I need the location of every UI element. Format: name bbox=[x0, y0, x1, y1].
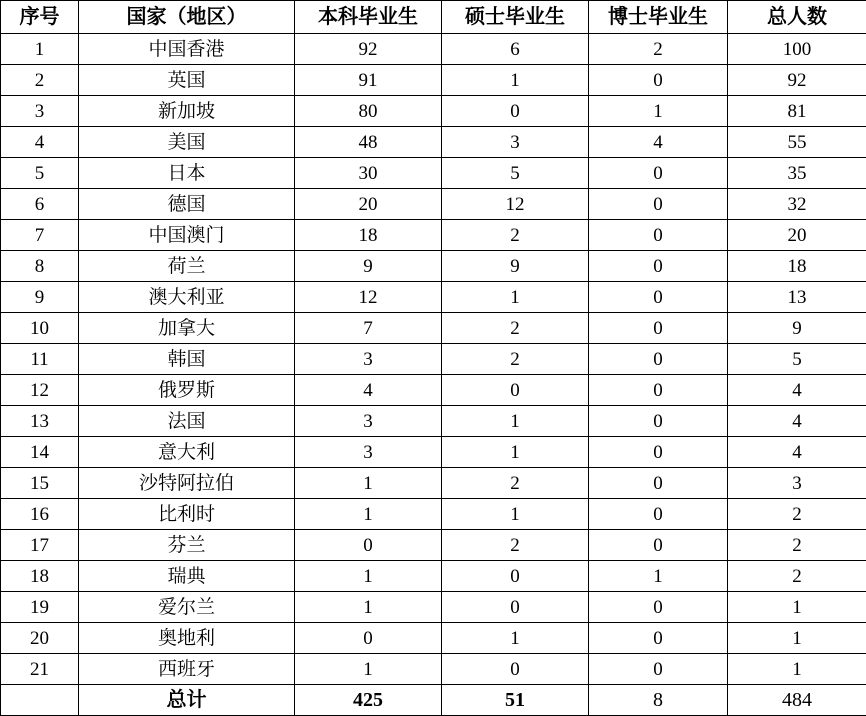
cell-index: 15 bbox=[1, 468, 79, 499]
cell-master: 1 bbox=[442, 65, 589, 96]
cell-index: 13 bbox=[1, 406, 79, 437]
cell-bachelor: 1 bbox=[295, 468, 442, 499]
cell-master: 1 bbox=[442, 406, 589, 437]
cell-bachelor: 4 bbox=[295, 375, 442, 406]
table-total-row bbox=[1, 685, 866, 716]
cell-country: 瑞典 bbox=[79, 561, 295, 592]
table-row bbox=[1, 530, 866, 561]
cell-doctor: 0 bbox=[589, 344, 728, 375]
cell-bachelor: 48 bbox=[295, 127, 442, 158]
cell-master: 1 bbox=[442, 437, 589, 468]
cell-country: 奥地利 bbox=[79, 623, 295, 654]
cell-country: 法国 bbox=[79, 406, 295, 437]
cell-doctor: 1 bbox=[589, 561, 728, 592]
cell-index: 12 bbox=[1, 375, 79, 406]
cell-country: 中国澳门 bbox=[79, 220, 295, 251]
cell-country: 爱尔兰 bbox=[79, 592, 295, 623]
cell-country: 意大利 bbox=[79, 437, 295, 468]
cell-total: 100 bbox=[728, 34, 866, 65]
cell-master: 6 bbox=[442, 34, 589, 65]
cell-total: 5 bbox=[728, 344, 866, 375]
cell-country: 澳大利亚 bbox=[79, 282, 295, 313]
total-cell-bachelor: 425 bbox=[295, 685, 442, 716]
cell-total: 35 bbox=[728, 158, 866, 189]
cell-doctor: 0 bbox=[589, 623, 728, 654]
cell-master: 2 bbox=[442, 468, 589, 499]
cell-bachelor: 20 bbox=[295, 189, 442, 220]
cell-bachelor: 0 bbox=[295, 623, 442, 654]
cell-bachelor: 18 bbox=[295, 220, 442, 251]
cell-doctor: 0 bbox=[589, 530, 728, 561]
cell-doctor: 0 bbox=[589, 282, 728, 313]
table-row bbox=[1, 127, 866, 158]
cell-master: 12 bbox=[442, 189, 589, 220]
cell-bachelor: 9 bbox=[295, 251, 442, 282]
cell-bachelor: 1 bbox=[295, 499, 442, 530]
cell-total: 20 bbox=[728, 220, 866, 251]
cell-doctor: 0 bbox=[589, 65, 728, 96]
column-header-total: 总人数 bbox=[728, 1, 866, 34]
cell-index: 18 bbox=[1, 561, 79, 592]
total-cell-country: 总计 bbox=[79, 685, 295, 716]
cell-index: 7 bbox=[1, 220, 79, 251]
cell-master: 1 bbox=[442, 623, 589, 654]
cell-doctor: 0 bbox=[589, 437, 728, 468]
cell-doctor: 0 bbox=[589, 220, 728, 251]
table-row bbox=[1, 406, 866, 437]
cell-index: 8 bbox=[1, 251, 79, 282]
cell-index: 17 bbox=[1, 530, 79, 561]
cell-doctor: 0 bbox=[589, 406, 728, 437]
cell-master: 9 bbox=[442, 251, 589, 282]
cell-country: 比利时 bbox=[79, 499, 295, 530]
cell-doctor: 0 bbox=[589, 592, 728, 623]
cell-doctor: 0 bbox=[589, 158, 728, 189]
cell-index: 2 bbox=[1, 65, 79, 96]
cell-total: 13 bbox=[728, 282, 866, 313]
table-row bbox=[1, 189, 866, 220]
cell-total: 81 bbox=[728, 96, 866, 127]
table-row bbox=[1, 344, 866, 375]
table-row bbox=[1, 561, 866, 592]
table-row bbox=[1, 592, 866, 623]
cell-bachelor: 3 bbox=[295, 437, 442, 468]
cell-master: 1 bbox=[442, 499, 589, 530]
cell-total: 3 bbox=[728, 468, 866, 499]
table-row bbox=[1, 34, 866, 65]
cell-index: 19 bbox=[1, 592, 79, 623]
cell-doctor: 4 bbox=[589, 127, 728, 158]
cell-total: 4 bbox=[728, 375, 866, 406]
cell-doctor: 0 bbox=[589, 468, 728, 499]
table-row bbox=[1, 437, 866, 468]
table-row bbox=[1, 65, 866, 96]
column-header-bachelor: 本科毕业生 bbox=[295, 1, 442, 34]
cell-doctor: 2 bbox=[589, 34, 728, 65]
cell-bachelor: 3 bbox=[295, 406, 442, 437]
cell-master: 0 bbox=[442, 96, 589, 127]
cell-index: 11 bbox=[1, 344, 79, 375]
cell-index: 20 bbox=[1, 623, 79, 654]
cell-total: 55 bbox=[728, 127, 866, 158]
cell-master: 2 bbox=[442, 344, 589, 375]
cell-total: 18 bbox=[728, 251, 866, 282]
cell-country: 俄罗斯 bbox=[79, 375, 295, 406]
cell-country: 英国 bbox=[79, 65, 295, 96]
cell-country: 沙特阿拉伯 bbox=[79, 468, 295, 499]
cell-doctor: 1 bbox=[589, 96, 728, 127]
cell-doctor: 0 bbox=[589, 654, 728, 685]
cell-index: 16 bbox=[1, 499, 79, 530]
total-cell-master: 51 bbox=[442, 685, 589, 716]
cell-total: 2 bbox=[728, 499, 866, 530]
cell-doctor: 0 bbox=[589, 251, 728, 282]
cell-master: 0 bbox=[442, 375, 589, 406]
table-row bbox=[1, 96, 866, 127]
cell-country: 德国 bbox=[79, 189, 295, 220]
cell-bachelor: 12 bbox=[295, 282, 442, 313]
column-header-doctor: 博士毕业生 bbox=[589, 1, 728, 34]
column-header-master: 硕士毕业生 bbox=[442, 1, 589, 34]
cell-bachelor: 7 bbox=[295, 313, 442, 344]
table-row bbox=[1, 654, 866, 685]
cell-master: 2 bbox=[442, 220, 589, 251]
cell-total: 1 bbox=[728, 592, 866, 623]
cell-country: 日本 bbox=[79, 158, 295, 189]
cell-country: 韩国 bbox=[79, 344, 295, 375]
total-cell-index bbox=[1, 685, 79, 716]
column-header-index: 序号 bbox=[1, 1, 79, 34]
cell-total: 4 bbox=[728, 437, 866, 468]
cell-master: 0 bbox=[442, 592, 589, 623]
cell-bachelor: 0 bbox=[295, 530, 442, 561]
cell-doctor: 0 bbox=[589, 189, 728, 220]
cell-bachelor: 3 bbox=[295, 344, 442, 375]
table-row bbox=[1, 158, 866, 189]
cell-country: 荷兰 bbox=[79, 251, 295, 282]
cell-total: 1 bbox=[728, 623, 866, 654]
cell-country: 中国香港 bbox=[79, 34, 295, 65]
cell-index: 10 bbox=[1, 313, 79, 344]
cell-index: 5 bbox=[1, 158, 79, 189]
table-row bbox=[1, 282, 866, 313]
cell-master: 0 bbox=[442, 654, 589, 685]
cell-country: 新加坡 bbox=[79, 96, 295, 127]
table-header-row bbox=[1, 1, 866, 34]
cell-index: 9 bbox=[1, 282, 79, 313]
cell-master: 3 bbox=[442, 127, 589, 158]
table-row bbox=[1, 251, 866, 282]
table-row bbox=[1, 375, 866, 406]
column-header-country: 国家（地区） bbox=[79, 1, 295, 34]
cell-doctor: 0 bbox=[589, 313, 728, 344]
cell-master: 0 bbox=[442, 561, 589, 592]
cell-index: 3 bbox=[1, 96, 79, 127]
table-row bbox=[1, 468, 866, 499]
table-row bbox=[1, 313, 866, 344]
cell-index: 1 bbox=[1, 34, 79, 65]
cell-total: 92 bbox=[728, 65, 866, 96]
cell-country: 西班牙 bbox=[79, 654, 295, 685]
cell-bachelor: 80 bbox=[295, 96, 442, 127]
cell-bachelor: 91 bbox=[295, 65, 442, 96]
total-cell-total: 484 bbox=[728, 685, 866, 716]
cell-total: 4 bbox=[728, 406, 866, 437]
cell-index: 6 bbox=[1, 189, 79, 220]
cell-total: 2 bbox=[728, 530, 866, 561]
cell-country: 加拿大 bbox=[79, 313, 295, 344]
cell-bachelor: 1 bbox=[295, 592, 442, 623]
cell-index: 14 bbox=[1, 437, 79, 468]
total-cell-doctor: 8 bbox=[589, 685, 728, 716]
cell-country: 芬兰 bbox=[79, 530, 295, 561]
cell-doctor: 0 bbox=[589, 375, 728, 406]
cell-bachelor: 1 bbox=[295, 654, 442, 685]
cell-total: 32 bbox=[728, 189, 866, 220]
cell-country: 美国 bbox=[79, 127, 295, 158]
cell-total: 1 bbox=[728, 654, 866, 685]
cell-total: 2 bbox=[728, 561, 866, 592]
cell-master: 2 bbox=[442, 313, 589, 344]
table-row bbox=[1, 623, 866, 654]
cell-bachelor: 92 bbox=[295, 34, 442, 65]
cell-total: 9 bbox=[728, 313, 866, 344]
cell-index: 4 bbox=[1, 127, 79, 158]
cell-bachelor: 30 bbox=[295, 158, 442, 189]
table-body bbox=[1, 34, 866, 716]
cell-doctor: 0 bbox=[589, 499, 728, 530]
table-row bbox=[1, 220, 866, 251]
cell-master: 1 bbox=[442, 282, 589, 313]
cell-bachelor: 1 bbox=[295, 561, 442, 592]
cell-master: 5 bbox=[442, 158, 589, 189]
cell-master: 2 bbox=[442, 530, 589, 561]
table-row bbox=[1, 499, 866, 530]
cell-index: 21 bbox=[1, 654, 79, 685]
